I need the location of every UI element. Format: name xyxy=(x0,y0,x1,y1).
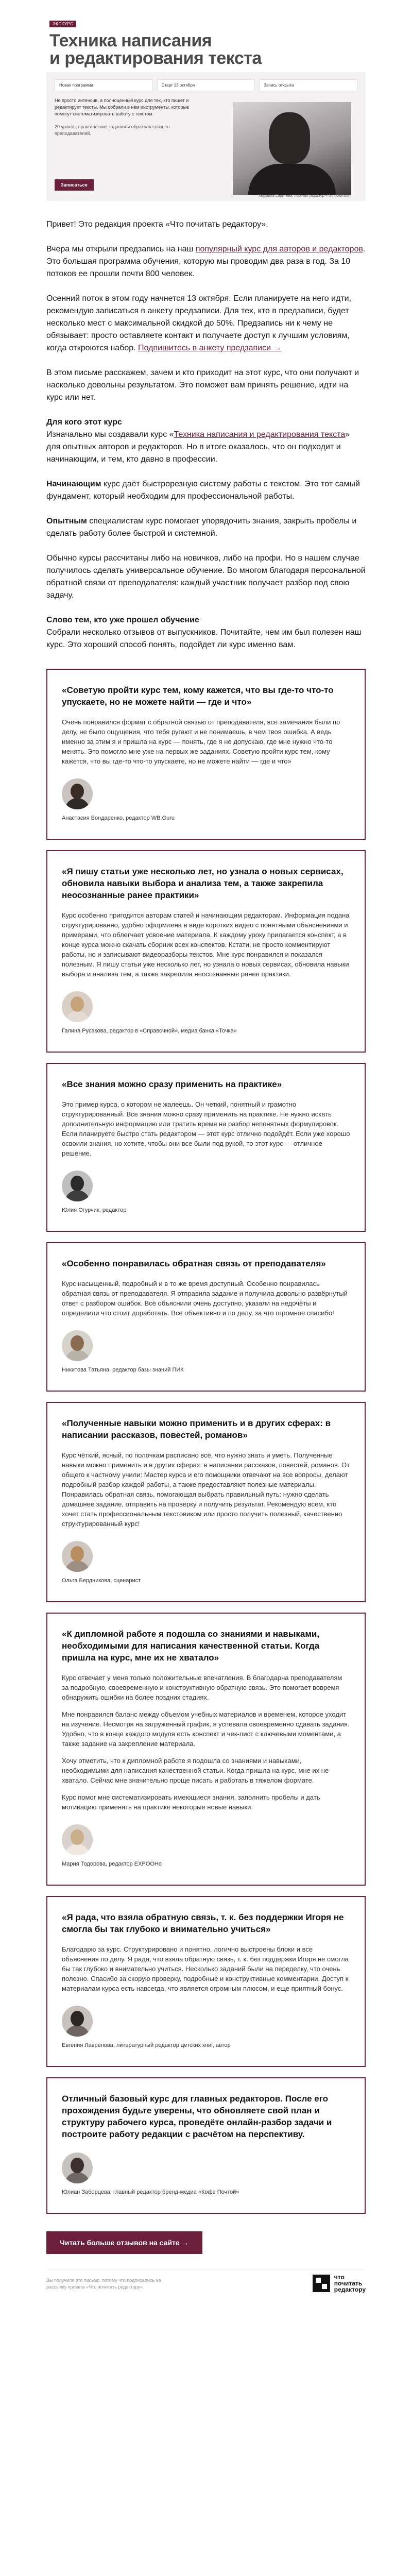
hero-left xyxy=(55,97,199,137)
hero-pill-3: Запись открыта xyxy=(259,79,357,91)
author-block xyxy=(62,1171,126,1215)
experienced-label: Опытным xyxy=(46,517,87,526)
experienced-text: специалистам курс помогает упорядочить знания, закрыть пробелы и сделать работу более быстрой и системной. xyxy=(46,517,357,538)
logo-line-3: редактору xyxy=(334,2286,366,2293)
hero-title-line2: и редактирования текста xyxy=(49,48,262,68)
heading-reviews: Слово тем, кто уже прошел обучение xyxy=(46,616,199,624)
author-block xyxy=(62,1330,184,1375)
review-text xyxy=(62,910,350,979)
beginners-label: Начинающим xyxy=(46,480,101,488)
paragraph-who xyxy=(46,429,366,466)
footer xyxy=(46,2269,366,2308)
email-content xyxy=(46,0,366,2308)
paragraph-beginners xyxy=(46,478,366,503)
author-block xyxy=(62,2153,239,2197)
avatar xyxy=(62,1541,93,1572)
review-text xyxy=(62,1279,350,1318)
review-text xyxy=(62,1673,350,1812)
review-author xyxy=(62,1541,350,1586)
review-paragraph: Благодарю за курс. Структурировано и понятно, логично выстроены блоки и все объяснения по делу. Я рада, что взяла обратную связь, т. к. без поддержки Игоря не смогла бы так глубоко и внимательно учиться. Несколько заданий были на переделку, что очень полезно. Спасибо за скорую проверку, подробные и конструктивные комментарии. Доступ к материалам курса есть навсегда, что является огромным плюсом, и еще приятный бонус. xyxy=(62,1945,349,1992)
review-author-name: Юлия Огурчик, редактор xyxy=(62,1207,127,1213)
brand-logo[interactable] xyxy=(313,2274,366,2293)
review-title: «Я пишу статьи уже несколько лет, но узнала о новых сервисах, обновила навыки выбора и анализа тем, а также закрепила неосознанные ранее практики» xyxy=(62,867,344,900)
review-author xyxy=(62,1330,350,1375)
review-author xyxy=(62,1171,350,1215)
paragraph-universal: Обычно курсы рассчитаны либо на новичков, либо на профи. Но в нашем случае получилось сделать универсальное обучение. Во многом благодаря персональной обратной связи от преподавателя: каждый участник получает разбор под свою задачу. xyxy=(46,554,366,600)
avatar-head xyxy=(71,2158,84,2173)
avatar xyxy=(62,778,93,809)
avatar-body xyxy=(65,1561,90,1572)
review-author-name: Юлиан Заборцева, главный редактор бренд-медиа «Кофе Почтой» xyxy=(62,2189,239,2195)
review-paragraph: Очень понравился формат с обратной связью от преподавателя, все замечания были по делу, не было ощущения, что тебя ругают и не понимаешь, в чем твоя ошибка. А ведь именно за этим я и пришла на курс — понять, где я не допускаю, где мне нужно что-то менять. Это помогло мне уже на первых же заданиях. Советую пройти курс тем, кому кажется, что вы где-то что-то упускаете, но не можете найти — где и что» xyxy=(62,718,340,765)
review-paragraph: Мне понравился баланс между объемом учебных материалов и временем, которое уходит на изучение. Несмотря на загруженный график, я успевала своевременно сдавать задания. Удобно, что в конце каждого модуля есть конспект и чек-лист с ключевыми моментами, а также задание на закрепление материала. xyxy=(62,1710,350,1748)
review-title: «Я рада, что взяла обратную связь, т. к. без поддержки Игоря не смогла бы так глубоко и внимательно учиться» xyxy=(62,1912,344,1934)
preorder-link[interactable]: Подпишитесь в анкету предзаписи → xyxy=(138,344,282,352)
review-title: «Полученные навыки можно применить и в других сферах: в написании рассказов, повестей, романов» xyxy=(62,1418,331,1440)
letter-body xyxy=(46,201,366,669)
avatar-body xyxy=(65,1190,90,1201)
logo-text xyxy=(334,2274,366,2293)
logo-line-1: что xyxy=(334,2274,345,2281)
greeting: Привет! Это редакция проекта «Что почитать редактору». xyxy=(46,220,268,229)
author-block xyxy=(62,1824,162,1869)
review-author-name: Анастасия Бондаренко, редактор WB.Guru xyxy=(62,815,175,821)
paragraph-who-b: » для опытных авторов и редакторов. Но в итоге оказалось, что он подходит и начинающим, и тем, кто давно в профессии. xyxy=(46,430,350,464)
review-card xyxy=(46,850,366,1053)
review-paragraph: Курс насыщенный, подробный и в то же время доступный. Особенно понравилась обратная связь от преподавателя. Я отправила задание и получила довольно развёрнутый ответ с разбором ошибок. Всё объяснили очень доступно, указали на недочёты и определили что стоит доработать. Все объективно и по делу, за что огромное спасибо! xyxy=(62,1280,348,1317)
review-paragraph: Это пример курса, о котором не жалеешь. Он четкий, понятный и грамотно структурированный. Все знания можно сразу применить на практике. Не нужно искать дополнительную информацию или тратить время на разбор непонятных формулировок. Если планируете быстро стать редактором — этот курс отлично подойдёт. Если уже хорошо освоили знания, но хотите, чтобы они все были под рукой, то этот курс — отличное решение. xyxy=(62,1100,350,1157)
avatar xyxy=(62,2006,93,2037)
paragraph-announce-a: Вчера мы открыли предзапись на наш xyxy=(46,245,196,253)
paragraph-preorder xyxy=(46,293,366,354)
hero xyxy=(46,0,366,201)
hero-button[interactable]: Записаться xyxy=(55,179,94,191)
review-author xyxy=(62,778,350,823)
author-block xyxy=(62,778,175,823)
hero-quote: Не просто интенсив, а полноценный курс для тех, кто пишет и редактирует тексты. Мы собрали в нём инструменты, которые помогут систематизировать работу с текстом. xyxy=(55,98,190,116)
paragraph-announce-b: . Это большая программа обучения, которую мы проводим два раза в год. За 10 потоков ее прошли почти 800 человек. xyxy=(46,245,366,278)
review-author xyxy=(62,2153,350,2197)
hero-pill-2: Старт 13 октября xyxy=(157,79,255,91)
hero-panel[interactable] xyxy=(46,72,366,201)
avatar xyxy=(62,1171,93,1201)
heading-who: Для кого этот курс xyxy=(46,418,122,427)
avatar xyxy=(62,1330,93,1361)
review-paragraph: Курс чёткий, ясный, по полочкам расписано всё, что нужно знать и уметь. Полученные навыки можно применить и в других сферах: в написании рассказов, повестей, романов. От общего к частному учили: Мастер курса и его помощники отвечают на все вопросы, делают подробный разбор каждой работы, а также предоставляют полезные материалы. Понравилась обратная связь, помогающая выбрать правильный путь: нужно сделать домашнее задание, отправить на проверку и получить результат. Рекомендую всем, кто хочет стать профессиональным текстовиком или просто получить полезный, качественно структурированный курс! xyxy=(62,1451,350,1528)
review-card xyxy=(46,1063,366,1232)
review-title: «Все знания можно сразу применить на практике» xyxy=(62,1079,282,1089)
paragraph-preorder-a: Осенний поток в этом году начнется 13 октября. Если планируете на него идти, рекомендую записаться в анкету предзаписи. Для тех, кто в предзаписи, будет несколько мест с максимальной скидкой до 50%. Предзапись ни к чему не обязывает: просто оставляете контакт и получаете доступ к лучшим условиям, когда откроются набор. xyxy=(46,294,352,352)
avatar-head xyxy=(71,784,84,799)
hero-pills xyxy=(55,79,357,91)
review-card xyxy=(46,1402,366,1602)
hero-photo-head xyxy=(269,112,310,164)
review-paragraph: Хочу отметить, что к дипломной работе я подошла со знаниями и навыками, необходимыми для написания качественной статьи. Когда пришла на курс, мне их не хватало. Сейчас мне значительно проще писать и работать в тяжелом формате. xyxy=(62,1757,329,1784)
hero-pill-1: Новая программа xyxy=(55,79,153,91)
reviews-list xyxy=(46,669,366,2214)
hero-photo-shoulders xyxy=(248,164,336,195)
review-title: «Советую пройти курс тем, кому кажется, что вы где-то что-то упускаете, но не можете найти — где и что» xyxy=(62,685,334,707)
paragraph-intro: В этом письме расскажем, зачем и кто приходит на этот курс, что они получают и насколько довольны результатом. Это поможет вам принять решение, идти на курс или нет. xyxy=(46,368,359,402)
avatar-body xyxy=(65,1011,90,1022)
review-text xyxy=(62,1099,350,1158)
review-paragraph: Курс помог мне систематизировать имеющиеся знания, заполнить пробелы и дать мотивацию применять на практике некоторые новые навыки. xyxy=(62,1793,320,1811)
avatar-body xyxy=(65,2172,90,2183)
review-text xyxy=(62,1450,350,1529)
review-card xyxy=(46,1613,366,1886)
paragraph-reviews-intro: Собрали несколько отзывов от выпускников. Почитайте, чем им был полезен наш курс. Это хороший способ понять, подойдет ли курс именно вам. xyxy=(46,628,362,649)
avatar-head xyxy=(71,996,84,1012)
review-author xyxy=(62,2006,350,2050)
paragraph-experienced xyxy=(46,515,366,540)
hero-quote-2: 20 уроков, практические задания и обратная связь от преподавателей. xyxy=(55,124,170,136)
review-title: «Особенно понравилась обратная связь от преподавателя» xyxy=(62,1259,326,1268)
cta-wrap xyxy=(46,2224,366,2269)
review-author-name: Мария Тодорова, редактор EXPOOHo xyxy=(62,1861,162,1867)
avatar-body xyxy=(65,1844,90,1855)
avatar xyxy=(62,1824,93,1855)
review-title: Отличный базовый курс для главных редакторов. После его прохождения будьте уверены, что обновляете свой план и структуру рабочего курса, проведёте онлайн-разбор задачи и построите работу редакции с расчётом на перспективу. xyxy=(62,2094,332,2139)
avatar-head xyxy=(71,2011,84,2026)
review-card xyxy=(46,669,366,840)
paragraph-announce xyxy=(46,243,366,280)
review-paragraph: Курс отвечает у меня только положительные впечатления. В благодарна преподавателям за подробную, своевременную и конструктивную обратную связь. Это помогает вовремя обнаружить ошибки на более поздних стадиях. xyxy=(62,1674,342,1701)
avatar-body xyxy=(65,798,90,809)
review-author xyxy=(62,991,350,1036)
paragraph-who-a: Изначально мы создавали курс « xyxy=(46,430,174,439)
review-card xyxy=(46,1242,366,1392)
review-paragraph: Курс особенно пригодится авторам статей и начинающим редакторам. Информация подана структурированно, удобно оформлена в виде коротких видео с понятными объяснениями и примерами, что облегчает усвоение материала. К каждому уроку прилагается конспект, а в конце курса можно скачать сборник всех конспектов. Кстати, не просто комментируют работы, но и записывают видеоразборы текстов. Мне курс понравился и показался полезным. Я пишу статьи уже несколько лет, но узнала о новых сервисах, обновила навыки выбора и анализа тем, а также закрепила неосознанные ранее практики. xyxy=(62,911,350,978)
avatar xyxy=(62,2153,93,2183)
review-author-name: Ольга Бердникова, сценарист xyxy=(62,1578,141,1584)
review-author-name: Евгения Лавренова, литературный редактор детских книг, автор xyxy=(62,2042,231,2048)
more-reviews-button[interactable]: Читать больше отзывов на сайте → xyxy=(46,2231,202,2254)
review-author-name: Галина Русакова, редактор в «Справочной», медиа банка «Точка» xyxy=(62,1028,237,1034)
avatar xyxy=(62,991,93,1022)
author-block xyxy=(62,991,237,1036)
avatar-head xyxy=(71,1546,84,1562)
hero-title-line1: Техника написания xyxy=(49,31,212,50)
hero-photo xyxy=(233,102,351,195)
avatar-body xyxy=(65,2025,90,2037)
beginners-text: курс даёт быстрорезную систему работы с текстом. Это тот самый фундамент, который необходим для профессиональной работы. xyxy=(46,480,360,501)
hero-title xyxy=(49,32,366,67)
hero-caption: Людмила Сарычева, главный редактор «Что почитать» xyxy=(258,194,351,198)
author-block xyxy=(62,2006,231,2050)
avatar-head xyxy=(71,1335,84,1351)
author-block xyxy=(62,1541,141,1586)
logo-mark-icon xyxy=(313,2275,330,2292)
review-card xyxy=(46,2077,366,2214)
review-author xyxy=(62,1824,350,1869)
review-title: «К дипломной работе я подошла со знаниями и навыками, необходимыми для написания качественной статьи. Когда пришла на курс, мне их не хватало» xyxy=(62,1629,320,1663)
hero-tag: ЭКСКУРС xyxy=(49,21,76,27)
review-text xyxy=(62,717,350,766)
course-name-link[interactable]: Техника написания и редактирования текста xyxy=(174,430,346,439)
review-author-name: Никитова Татьяна, редактор базы знаний ПИК xyxy=(62,1367,184,1373)
review-text xyxy=(62,1944,350,1993)
course-link[interactable]: популярный курс для авторов и редакторов xyxy=(195,245,363,253)
avatar-head xyxy=(71,1176,84,1191)
footer-note: Вы получили это письмо, потому что подписались на рассылку проекта «Что почитать редактору». xyxy=(46,2278,161,2290)
avatar-head xyxy=(71,1829,84,1845)
avatar-body xyxy=(65,1350,90,1361)
logo-line-2: почитать xyxy=(334,2280,363,2287)
review-card xyxy=(46,1896,366,2067)
